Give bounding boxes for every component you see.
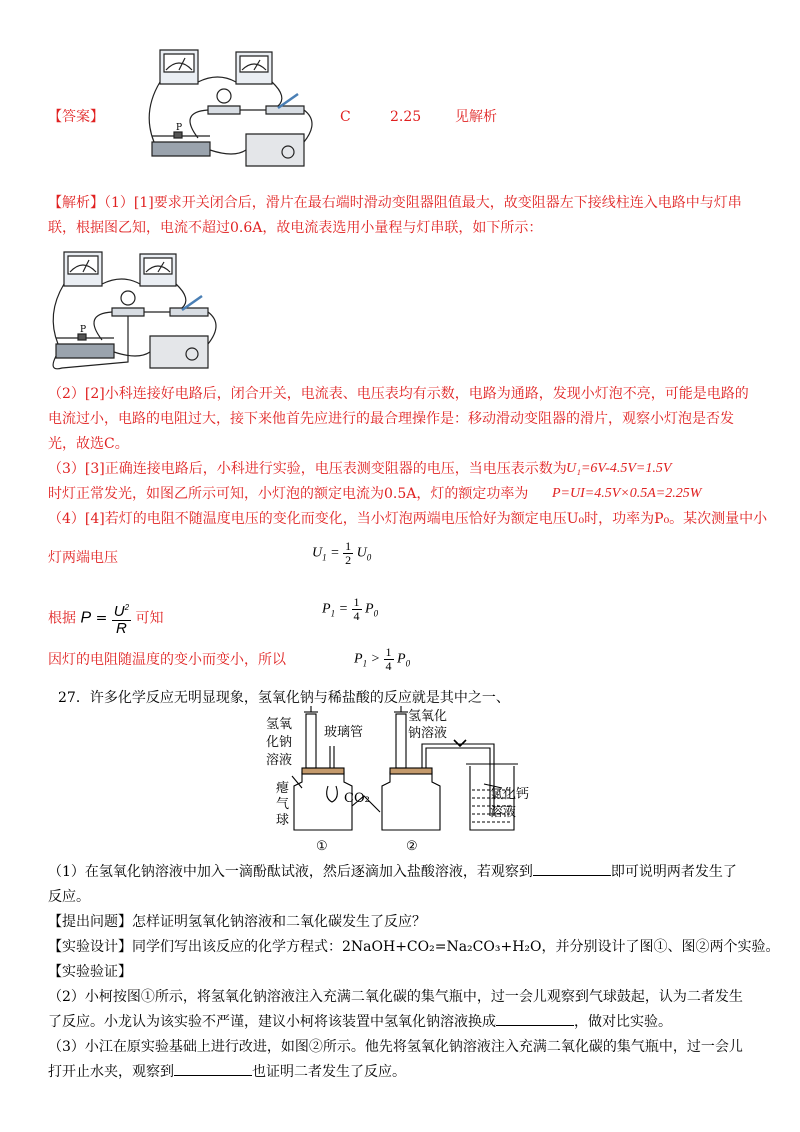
analysis-p1-line2: 联，根据图乙知，电流不超过0.6A，故电流表选用小量程与灯串联，如下所示： xyxy=(48,220,543,236)
formula-voltage: U₁=6V-4.5V=1.5V xyxy=(566,461,672,476)
blank-3[interactable] xyxy=(174,1075,252,1076)
q27-s1-line2: 反应。 xyxy=(48,889,90,905)
label-naoh-right-2: 钠溶液 xyxy=(408,726,448,741)
q27-s3-line2 xyxy=(48,1062,406,1082)
label-naoh-1: 氢氧 xyxy=(266,717,293,732)
s2-text-b: ，做对比实验。 xyxy=(574,1014,672,1030)
analysis-p2-line2: 电流过小，电路的电阻过大，接下来他首先应进行的最合理操作是：移动滑动变阻器的滑片，观察小灯泡是否发 xyxy=(48,411,734,427)
s1-text-a: （1）在氢氧化钠溶液中加入一滴酚酞试液，然后逐滴加入盐酸溶液，若观察到 xyxy=(48,864,533,880)
label-balloon-3: 球 xyxy=(276,813,290,828)
rheostat-label: P xyxy=(80,325,87,335)
label-balloon-1: 瘪 xyxy=(276,781,290,796)
s3-text-a: 打开止水夹，观察到 xyxy=(48,1064,174,1080)
circuit-diagram-analysis xyxy=(42,244,232,376)
answer-power: 2.25 xyxy=(390,109,422,125)
formula-p1-greater: $P_1$ > $\frac{1}{4}$ $P_0$ xyxy=(354,645,411,673)
analysis-p2-line1: （2）[2]小科连接好电路后，闭合开关，电流表、电压表均有示数，电路为通路，发现小灯泡不亮，可能是电路的 xyxy=(48,386,749,402)
analysis-p3-line2: 时灯正常发光，如图乙所示可知，小灯泡的额定电流为0.5A，灯的额定功率为 xyxy=(48,486,529,502)
label-cacl2-2: 溶液 xyxy=(490,805,517,820)
analysis-tag: 【解析】 xyxy=(48,195,104,211)
label-cacl2-1: 氯化钙 xyxy=(490,787,530,802)
analysis-p4-conclusion: 因灯的电阻随温度的变小而变小，所以 xyxy=(48,652,286,668)
answer-tag: 【答案】 xyxy=(48,109,104,125)
q27-question: 【提出问题】怎样证明氢氧化钠溶液和二氧化碳发生了反应？ xyxy=(48,914,426,930)
analysis-p4-line2: 灯两端电压 xyxy=(48,550,118,566)
circuit-diagram-answer xyxy=(138,42,328,174)
blank-1[interactable] xyxy=(533,875,611,876)
s3-text-b: 也证明二者发生了反应。 xyxy=(252,1064,406,1080)
analysis-p2-line3: 光，故选C。 xyxy=(48,436,129,452)
label-fig2: ② xyxy=(406,839,418,854)
q27-s3-line1: （3）小江在原实验基础上进行改进，如图②所示。他先将氢氧化钠溶液注入充满二氧化碳的集气瓶中，过一会儿 xyxy=(48,1039,743,1055)
q27-s2-line2 xyxy=(48,1012,672,1032)
q27-intro: 27．许多化学反应无明显现象，氢氧化钠与稀盐酸的反应就是其中之一、 xyxy=(58,690,510,706)
blank-2[interactable] xyxy=(496,1025,574,1026)
q27-s2-line1: （2）小柯按图①所示，将氢氧化钠溶液注入充满二氧化碳的集气瓶中，过一会儿观察到气球鼓起，认为二者发生 xyxy=(48,989,743,1005)
analysis-p4-basis: 根据 P = $\frac{U^2}{R}$ 可知 xyxy=(48,600,164,637)
s1-text-b: 即可说明两者发生了 xyxy=(610,864,737,880)
analysis-p3-line1: （3）[3]正确连接电路后，小科进行实验，电压表测变阻器的电压，当电压表示数为 xyxy=(48,461,567,477)
label-co2: CO₂ xyxy=(344,791,370,806)
answer-explain: 见解析 xyxy=(455,109,497,125)
answer-choice: C xyxy=(340,109,351,125)
rheostat-label: P xyxy=(176,123,183,133)
formula-p1: $P_1$ = $\frac{1}{4}$ $P_0$ xyxy=(322,595,379,623)
chemistry-apparatus-figure xyxy=(262,706,562,856)
s2-text-a: 了反应。小龙认为该实验不严谨，建议小柯将该装置中氢氧化钠溶液换成 xyxy=(48,1014,496,1030)
q27-design: 【实验设计】同学们写出该反应的化学方程式：2NaOH+CO₂=Na₂CO₃+H₂O，并分别设计了图①、图②两个实验。 xyxy=(48,939,780,955)
analysis-p4-line1: （4）[4]若灯的电阻不随温度电压的变化而变化，当小灯泡两端电压恰好为额定电压U₀时，功率为P₀。某次测量中小 xyxy=(48,511,768,527)
basis-prefix: 根据 xyxy=(48,610,76,627)
analysis-line-1 xyxy=(48,193,742,213)
q27-verify: 【实验验证】 xyxy=(48,964,132,980)
label-glass-tube: 玻璃管 xyxy=(324,725,364,740)
formula-u1: $U_1$ = $\frac{1}{2}$ $U_0$ xyxy=(312,539,372,567)
basis-suffix: 可知 xyxy=(135,610,164,627)
label-naoh-right-1: 氢氧化 xyxy=(408,709,448,724)
formula-power: P=UI=4.5V×0.5A=2.25W xyxy=(552,486,702,501)
analysis-p1-line1: （1）[1]要求开关闭合后，滑片在最右端时滑动变阻器阻值最大，故变阻器左下接线柱连入电路中与灯串 xyxy=(104,195,742,211)
label-balloon-2: 气 xyxy=(276,797,290,812)
label-fig1: ① xyxy=(316,839,328,854)
label-naoh-3: 溶液 xyxy=(266,753,293,768)
q27-s1-line1 xyxy=(48,862,737,882)
label-naoh-2: 化钠 xyxy=(266,735,293,750)
